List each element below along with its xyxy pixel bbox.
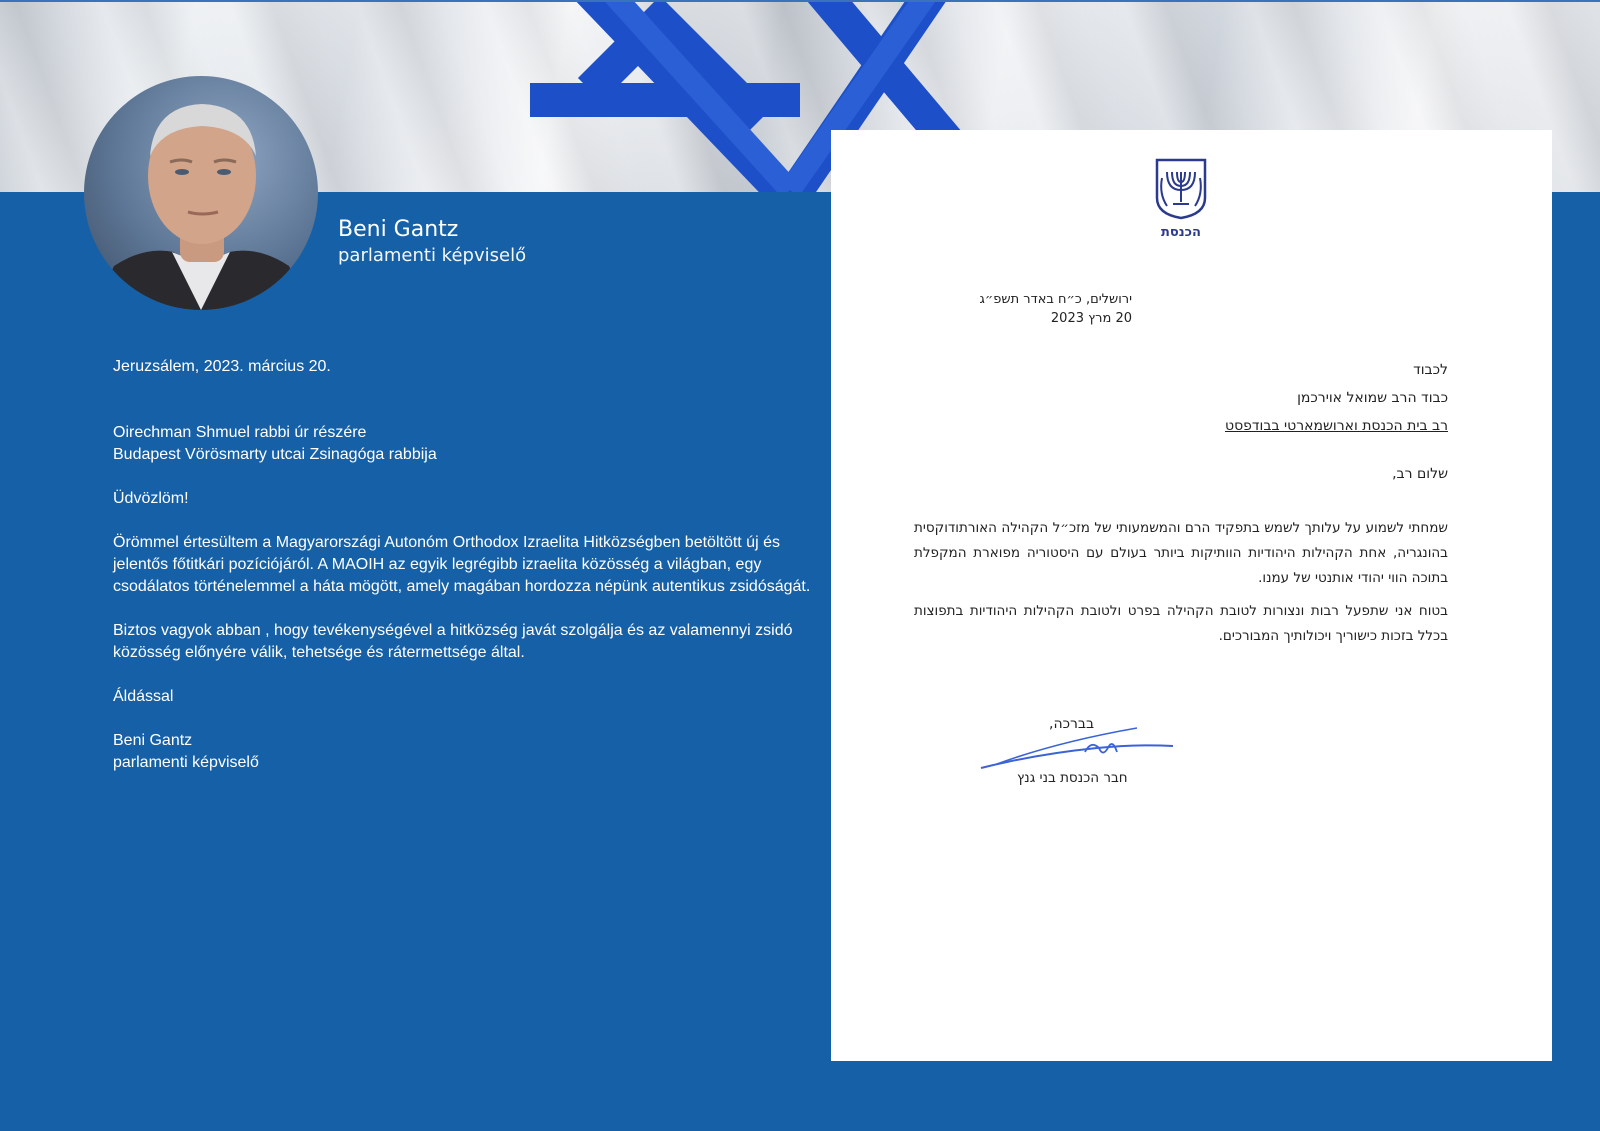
hebrew-closing: בברכה,	[1049, 716, 1095, 732]
portrait-photo	[84, 76, 318, 310]
hebrew-signature-name: חבר הכנסת בני גנץ	[1017, 770, 1128, 786]
signature-name: Beni Gantz	[113, 732, 193, 749]
gregorian-date: 20 מרץ 2023	[1050, 311, 1132, 326]
hebrew-date-block	[980, 290, 1132, 328]
header-name-block	[338, 216, 526, 268]
hungarian-letter	[113, 356, 823, 774]
hebrew-address	[1225, 356, 1448, 440]
recipient-name: כבוד הרב שמואל אוירכמן	[1297, 390, 1448, 406]
hebrew-body	[914, 516, 1448, 657]
hebrew-greeting: שלום רב,	[1392, 466, 1448, 482]
header-title: parlamenti képviselő	[338, 245, 527, 266]
letter-closing: Áldással	[113, 688, 174, 705]
hebrew-paragraph: בטוח אני שתפעל רבות ונצורות לטובת הקהילה בפרט ולטובת הקהילות היהודיות בתפוצות בכלל בזכות כישוריך ויכולותיך המבורכים.	[914, 603, 1448, 644]
letter-date: Jeruzsálem, 2023. március 20.	[113, 358, 331, 375]
handwritten-signature	[977, 718, 1177, 778]
hebrew-date: ירושלים, כ״ח באדר תשפ״ג	[979, 292, 1132, 307]
hebrew-letter-page	[831, 130, 1552, 1061]
recipient-line: Budapest Vörösmarty utcai Zsinagóga rabbija	[113, 446, 437, 463]
letter-greeting: Üdvözlöm!	[113, 490, 189, 507]
knesset-emblem	[1153, 158, 1209, 240]
recipient-line: Oirechman Shmuel rabbi úr részére	[113, 424, 367, 441]
letter-paragraph: Biztos vagyok abban , hogy tevékenységével a hitközség javát szolgálja és az valamennyi zsidó közösség előnyére válik, tehetsége és rátermettsége által.	[113, 622, 793, 661]
to-label: לכבוד	[1413, 362, 1448, 378]
signature-title: parlamenti képviselő	[113, 754, 259, 771]
letter-paragraph: Örömmel értesültem a Magyarországi Autonóm Orthodox Izraelita Hitközségben betöltött új és jelentős főtitkári pozíciójáról. A MAOIH az egyik legrégibb izraelita közösség a világban, egy csodálatos történelemmel a háta mögött, amely magában hordozza népünk autentikus zsidóságát.	[113, 534, 811, 595]
emblem-label: הכנסת	[1161, 225, 1201, 240]
menorah-emblem-icon	[1153, 158, 1209, 220]
hebrew-paragraph: שמחתי לשמוע על עלותך לשמש בתפקיד הרם והמשמעותי של מזכ״ל הקהילה האורתודוקסית בהונגריה, אחת הקהילות היהודיות הוותיקות ביותר בעולם עם היסטוריה מפוארת המקפלת בתוכה הווי יהודי אותנטי של עמנו.	[914, 520, 1448, 586]
recipient-role: רב בית הכנסת וארושמארטי בבודפסט	[1224, 418, 1448, 434]
header-name: Beni Gantz	[338, 217, 459, 242]
